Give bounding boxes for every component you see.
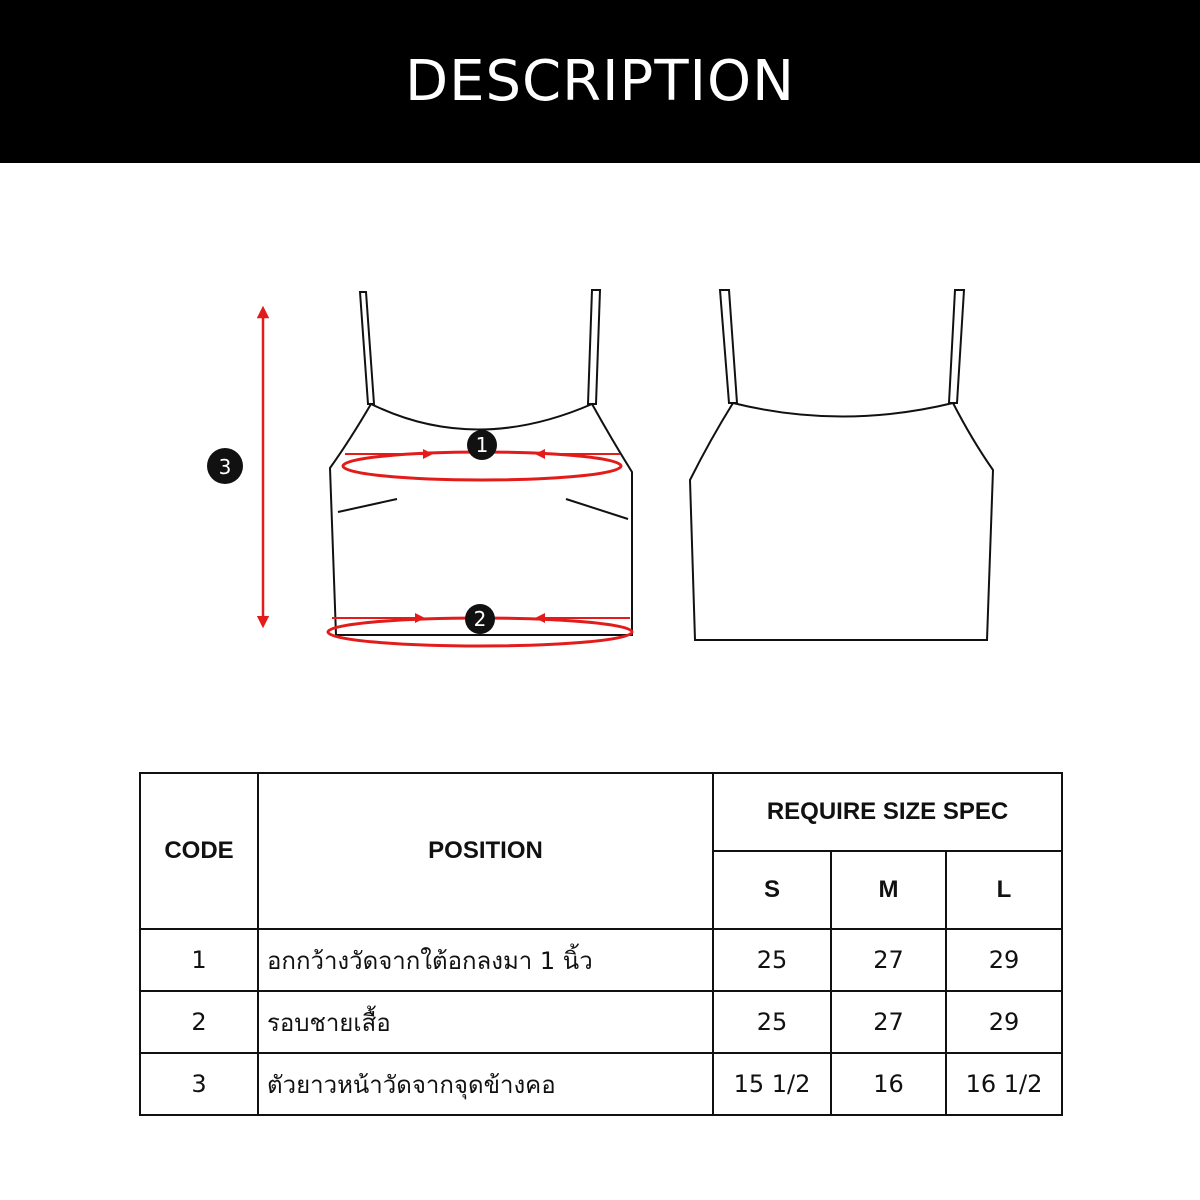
row-value-l: 29 [946, 929, 1062, 991]
back-left-strap [720, 290, 737, 403]
row-code: 1 [140, 929, 258, 991]
table-row [140, 929, 1062, 991]
diagram-svg [0, 163, 1200, 763]
measure-3 [207, 312, 263, 622]
row-position: รอบชายเสื้อ [258, 991, 713, 1053]
front-view [330, 290, 632, 635]
size-header-s: S [713, 851, 831, 929]
back-body-outline [690, 403, 993, 640]
table-row [140, 1053, 1062, 1115]
row-value-l: 29 [946, 991, 1062, 1053]
row-value-l: 16 1/2 [946, 1053, 1062, 1115]
garment-diagram [0, 163, 1200, 763]
code-header: CODE [140, 773, 258, 929]
size-header-l: L [946, 851, 1062, 929]
table-row [140, 991, 1062, 1053]
row-value-s: 15 1/2 [713, 1053, 831, 1115]
row-value-s: 25 [713, 929, 831, 991]
back-view [690, 290, 993, 640]
right-strap [588, 290, 600, 404]
row-position: อกกว้างวัดจากใต้อกลงมา 1 นิ้ว [258, 929, 713, 991]
row-position: ตัวยาวหน้าวัดจากจุดข้างคอ [258, 1053, 713, 1115]
row-code: 3 [140, 1053, 258, 1115]
row-value-m: 27 [831, 929, 946, 991]
left-strap [360, 292, 374, 404]
row-code: 2 [140, 991, 258, 1053]
marker-2-label: 2 [473, 607, 487, 631]
marker-1-label: 1 [475, 433, 489, 457]
row-value-m: 16 [831, 1053, 946, 1115]
size-header-m: M [831, 851, 946, 929]
spec-header: REQUIRE SIZE SPEC [713, 773, 1062, 851]
table-header-row [140, 773, 1062, 851]
page-title: DESCRIPTION [404, 49, 796, 114]
row-value-m: 27 [831, 991, 946, 1053]
header-bar [0, 0, 1200, 163]
marker-3-label: 3 [218, 455, 232, 479]
back-right-strap [949, 290, 964, 403]
position-header: POSITION [258, 773, 713, 929]
size-spec-table [139, 772, 1063, 1116]
row-value-s: 25 [713, 991, 831, 1053]
